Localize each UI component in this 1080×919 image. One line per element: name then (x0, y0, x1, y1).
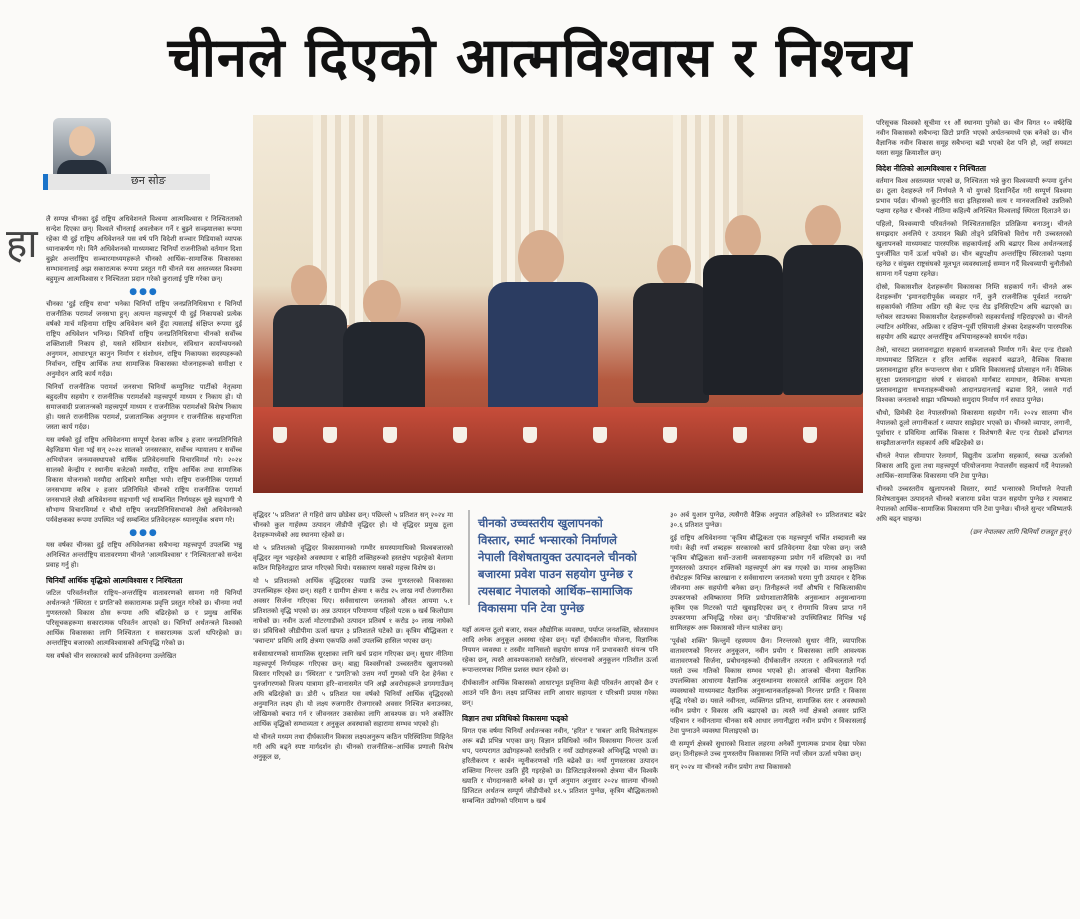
column-2 (253, 510, 453, 914)
paragraph: दीर्घकालीन आर्थिक विकासको आधारभूत प्रवृत्तिमा केही परिवर्तन आएको छैन र आउने पनि छैन। लक्ष्य प्राप्तिका लागि आधार सहायता र परिश्रमी प्रयास गरेका छन्। (462, 679, 658, 707)
paragraph: ३० अर्ब युआन पुग्नेछ, त्यसैगरी वैज्ञिक अनुपात अहिलेको १० प्रतिशतबाट बढेर ३०.६ प्रतिशत पुग्नेछ। (670, 511, 866, 529)
paragraph: यस वर्षका चीनका दुई राष्ट्रिय अधिवेशनका सबैभन्दा महत्त्वपूर्ण उपलब्धि भन्नु अनिश्चित अन्तर्राष्ट्रिय वातावरणमा चीनले 'आत्मविश्वास' र 'निश्चितता'को सन्देश प्रवाह गर्नु हो। (46, 541, 242, 569)
paragraph: यो चीनले मध्यम तथा दीर्घकालीन विकास लक्ष्यअनुरूप कठिन परिस्थितिमा मिहिनेत गरी अघि बढ्ने स्पष्ट मार्गदर्शन हो। चीनको राजनीतिक–आर्थिक प्रणाली विशेष अनुकूल छ, (253, 733, 453, 761)
section-heading: विज्ञान तथा प्रविधिको विकासमा फड्को (462, 714, 568, 723)
paragraph: तेस्रो, चारवटा प्रस्तावनाद्वारा सहकार्य सञ्जालको निर्माण गर्ने। बेल्ट एन्ड रोडको माध्यमबाट डिजिटल र हरित आर्थिक सहकार्य बढाउने, वैश्विक विकास प्रस्तावनाद्वारा हरित रूपान्तरण सेवा र प्रविधि विकासलाई प्रोत्साहन गर्ने। वैश्विक सुरक्षा प्रस्तावनाद्वारा संघर्ष र संवादको मार्गबाट समाधान, वैश्विक सभ्यता प्रस्तावनाद्वारा सभ्यताहरूबीचको आदानप्रदानलाई बढावा दिने, जसले गर्दा विश्वका जनताको साझा भविष्यको समुदाय निर्माण गर्न सघाउ पुग्नेछ। (876, 346, 1072, 404)
paragraph: 'पूर्वको शक्ति' किन्लुमें रहस्यमय छैन। निरन्तरको सुधार नीति, व्यापारिक वातावरणको निरन्तर अनुकूलन, नवीन प्रयोग र विकासका लागि आवश्यक वातावरणको सिर्जना, प्रबोधनहरूको दीर्घकालीन तत्परता र अविचलताले गर्दा यस्तो उच्च गतिको विकास सम्भव भएको हो। आजको चीनमा वैज्ञानिक उपलब्धिका आधारमा वैज्ञानिक अनुसन्धानमा सरकारले आर्थिक अनुदान दिने व्यवस्थाको माध्यमबाट वैज्ञानिक अनुसन्धानकर्ताहरूको निरन्तर प्रगति र विकास वृद्धि गरेको छ। यसले नवीनता, व्यक्तिगत प्रतिभा, सामाजिक स्तर र अवस्थाको नवीन प्रयोग र विकास अघि बढाएको छ। त्यस्तै नयाँ क्षेत्रको अवसर प्राप्ति पहिचान र नवीनतामा चीनका सबै आधार लगानीद्वारा नवीन प्रयोग र विकासलाई टेवा पुग्नाउने व्यवस्था मिलाइएको छ। (670, 637, 866, 735)
paragraph: विगत एक वर्षमा चिनियाँ अर्थतन्त्रका नवीन, 'हरित' र 'सबल' आदि विशेषताहरू अरू बढी प्रभिन्न भएका छन्। विज्ञान प्रविधिको नवीन विकासमा निरन्तर ऊर्जा थप, परम्परागत उद्योगहरूको स्तरोन्नति र नयाँ उद्योगहरूको अभिवृद्धि भएको छ। हरितीकरण र कार्बन न्यूनीकरणको गति बढेको छ। नयाँ गुणस्तरका उत्पादन शक्तिमा निरन्तर उन्नति हुँदै गइरहेको छ। डिजिटाइजेसनको क्षेत्रमा चीन विश्वकै ख्याति र योगदानकारी बनेको छ। पूर्ण अनुमान अनुसार २०२४ सालमा चीनको डिजिटल अर्थतन्त्र सम्पूर्ण जीडीपीको ४१.५ प्रतिशत पुग्नेछ, कृत्रिम बौद्धिकताको सम्बन्धित उद्योगको परिमाण ७ खर्ब (462, 727, 658, 805)
paragraph: वर्तमान विश्व अस्तव्यस्त भएको छ, निश्चितता भन्ने कुरा विश्वव्यापी रूपमा दुर्लभ छ। ठूला देशहरूले गर्ने निर्णयले नै यो युगको दिशानिर्देश गरी सम्पूर्ण विश्वमा प्रभाव पर्दछ। चीनको कूटनीति सदा इतिहासको सत्य र मानवजातिको उन्नतिको पक्षमा रहनेछ र चीनको नीतिमा कहिल्यै अनिश्चित विश्वलाई स्थिरता दिलाउने छ। (876, 177, 1072, 215)
paragraph: यस वर्षको चीन सरकारको कार्य प्रतिवेदनमा उल्लेखित (46, 652, 177, 660)
paragraph: लै सम्पन्न चीनका दुई राष्ट्रिय अधिवेशनले विश्वमा आत्मविश्वास र निश्चितताको सन्देश दिएका छन्। विश्वले चीनलाई अवलोकन गर्ने र बुझ्ने सञ्झ्यालका रूपमा रहेका यी दुई राष्ट्रिय अधिवेशनले यस वर्ष पनि विदेशी सञ्चार मिडियाको व्यापक ध्यानाकर्षण गरे। यिनै अधिवेशनको माध्यमबाट चिनियाँ राजनीतिको वर्तमान दिशा बुझेर अन्तर्राष्ट्रिय सञ्चारमाध्यमहरूले चीनको आर्थिक–सामाजिक विकासका सम्भावनालाई अझ सकारात्मक रूपमा प्रस्तुत गरी चीनले यस अस्तव्यस्त विश्वमा बहुमूल्य आत्मविश्वास र निश्चितता प्रदान गरेको कुरालाई पुष्टि गरेका छन्। (46, 215, 242, 283)
paragraph: यस वर्षको दुई राष्ट्रिय अधिवेशनमा सम्पूर्ण देशका करिब ३ हजार जनप्रतिनिधिले बेइजिङमा भेला भई सन् २०२४ सालको जनसरकार, सर्वोच्च न्यायालय र सर्वोच्च अभियोजन जनव्यवस्थापको वार्षिक प्रतिवेदनमाथि विचारविमर्श गरे। २०२४ सालको केन्द्रीय र स्थानीय बजेटको मस्यौदा, राष्ट्रिय आर्थिक तथा सामाजिक विकास योजनाको मस्यौदा आदिबारे समीक्षा भयो। राष्ट्रिय राजनीतिक परामर्श जनसभामा करिब २ हजार प्रतिनिधिले चीनको राष्ट्रिय राजनीतिक परामर्श जनसभाले लेखी अधिवेशनमा सहभागी भई सम्बन्धित निर्णयहरू सुन्ने सहभागी भै सौभाग्य विचारविमर्श र चौथो राष्ट्रिय जनप्रतिनिधिसभाको तेस्रो अधिवेशनको पर्यवेक्षकका रूपमा उपस्थित भई सम्बन्धित प्रतिवेदनहरू ध्यानपूर्वक श्रवण गरे। (46, 436, 242, 524)
pull-quote: चीनको उच्चस्तरीय खुलापनको विस्तार, स्मार्ट भन्सारको निर्माणले नेपाली विशेषतायुक्त उत्पादनले चीनको बजारमा प्रवेश पाउन सहयोग पुग्नेछ र त्यसबाट नेपालको आर्थिक–सामाजिक विकासमा पनि टेवा पुग्नेछ (478, 516, 637, 615)
paragraph: वृद्धिदर '५ प्रतिशत' ले गहिरो छाप छोडेका छन्। पछिल्लो ५ प्रतिशत सन् २०२४ मा चीनको कुल गार्हस्थ्य उत्पादन जीडीपी वृद्धिदर हो। यो वृद्धिदर प्रमुख ठूला देशहरूमध्येको अग्र स्थानमा रहेको छ। (253, 511, 453, 539)
paragraph: चौथो, छिमेकी देश नेपालसँगको विकासमा सहयोग गर्ने। २०२४ सालमा चीन नेपालको ठूलो लगानीकर्ता र व्यापार साझेदार भएको छ। चीनको व्यापार, लगानी, पूर्वाधार र प्रविधिमा आर्थिक विकास र विशेषगरी बेल्ट एन्ड रोडको ढाँचागत सम्झौताअन्तर्गत सहकार्य अघि बढिरहेको छ। (876, 409, 1072, 447)
quote-rule (468, 510, 470, 605)
signoff: (छन नेपालका लागि चिनियाँ राजदूत हुन्।) (970, 528, 1072, 536)
separator-dots: ●●● (129, 528, 159, 538)
section-heading: चिनियाँ आर्थिक वृद्धिको आत्मविश्वास र निश्चितता (46, 576, 183, 585)
paragraph: चीनको उच्चस्तरीय खुलापनको विस्तार, स्मार्ट भन्सारको निर्माणले नेपाली विशेषतायुक्त उत्पादनले चीनको बजारमा प्रवेश पाउन सहयोग पुग्नेछ र त्यसबाट नेपालको आर्थिक–सामाजिक विकासमा पनि टेवा पुग्नेछ। चीनले सुन्दर भविष्यतर्फ अघि बढ्न चाहन्छ। (876, 485, 1072, 523)
paragraph: चीनले नेपाल सीमापार रेलमार्ग, विद्युतीय ऊर्जामा सहकार्य, स्वच्छ ऊर्जाको विकास आदि ठूला तथा महत्त्वपूर्ण परियोजनामा नेपालसँग सहकार्य गर्दै नेपालको आर्थिक–सामाजिक विकासमा पनि टेवा पुग्नेछ। (876, 452, 1072, 480)
paragraph: दोस्रो, विकासशील देशहरूसँग विकासका निम्ति सहकार्य गर्ने। चीनले अरू देशहरूसँग 'इमानदारीपूर्वक व्यवहार गर्ने, कुनै राजनीतिक पूर्वशर्त नराख्ने' सहकार्यको नीतिमा अडिग रही बेल्ट एन्ड रोड इनिसिएटिभ अघि बढाएको छ। ग्लोबल साउथका विकासशील देशहरूसँगको सहकार्यलाई गहिराइएको छ। चीनले ल्याटिन अमेरिका, अफ्रिका र दक्षिण–पूर्वी एसियाली क्षेत्रका देशहरूसँग पारस्परिक सहयोग अघि बढाएर अन्तर्राष्ट्रिय अभियानहरूको समर्थन गर्दछ। (876, 283, 1072, 341)
column-5 (876, 118, 1072, 914)
paragraph: परिसूचक विश्वको सूचीमा ११ औं स्थानमा पुगेको छ। चीन विगत १० वर्षदेखि नवीन विकासको सबैभन्दा छिटो प्रगति भएको अर्थतन्त्रमध्ये एक बनेको छ। चीन वैज्ञानिक नवीन विकास समूह सबैभन्दा बढी भएको देश पनि हो, जहाँ सयवटा यस्ता समूह क्रियाशील छन्। (876, 119, 1072, 157)
author-name: छन सोङ (131, 174, 166, 187)
paragraph: यो ५ प्रतिशतको आर्थिक वृद्धिदरका पछाडि उच्च गुणस्तरको विकासका उपलब्धिहरू रहेका छन्। सहरी र ग्रामीण क्षेत्रमा १ करोड २५ लाख नयाँ रोजगारीका अवसर सिर्जना गरिएका थिए। सर्वसाधारण जनताको औसत आयमा ५.१ प्रतिशतको वृद्धि भएको छ। अन्न उत्पादन परिमाणमा पहिलो पटक ७ खर्ब किलोग्राम नाघेको छ। नवीन ऊर्जा मोटरगाडीको उत्पादन प्रतिवर्ष १ करोड ३० लाख नाघेको छ। प्रविधिको जीडीपीमा ऊर्जा खपत ३ प्रतिशतले घटेको छ। कृत्रिम बौद्धिकता र 'क्वान्टम' प्रविधि आदि क्षेत्रमा एकपछि अर्को उपलब्धि हासिल भएका छन्। (253, 577, 453, 645)
paragraph: चीनका 'दुई राष्ट्रिय सभा' भनेका चिनियाँ राष्ट्रिय जनप्रतिनिधिसभा र चिनियाँ राजनीतिक परामर्श जनसभा हुन्। अत्यन्त महत्त्वपूर्ण यी दुई निकायको प्रत्येक वर्षको मार्च महिनामा राष्ट्रिय अधिवेशन बस्ने हुँदा त्यसलाई संक्षिप्त रूपमा दुई राष्ट्रिय अधिवेशन भनिन्छ। चिनियाँ राष्ट्रिय जनप्रतिनिधिसभा चीनको सर्वोच्च शक्तिशाली निकाय हो, यसले संविधान संशोधन, संविधान कार्यान्वयनको अनुगमन, आधारभूत कानुन निर्माण र संशोधन, राष्ट्रिय निकायका सदस्यहरूको निर्वाचन, राष्ट्रिय आर्थिक तथा सामाजिक विकासका योजनाहरूको समीक्षा र अनुमोदन आदि कार्य गर्दछ। (46, 300, 242, 378)
paragraph: यो ५ प्रतिशतको वृद्धिदर विकासमानको गम्भीर समस्यामाथिको विश्वबजारको वृद्धिदर न्यून भइरहेको अवस्थामा र बाहिरी शक्तिहरूको हस्तक्षेप भइरहेको बेलामा कठिन मिहिनेतद्वारा प्राप्त गरिएको थियो। यसकारण यसको महत्त्व विशेष छ। (253, 544, 453, 572)
section-heading: विदेश नीतिको आत्मविश्वास र निश्चितता (876, 164, 986, 173)
drop-cap: हा (6, 221, 38, 267)
column-1 (46, 214, 242, 914)
author-bar (43, 174, 210, 190)
paragraph: चिनियाँ राजनीतिक परामर्श जनसभा चिनियाँ कम्युनिस्ट पार्टीको नेतृत्वमा बहुदलीय सहयोग र राजनीतिक परामर्शको महत्त्वपूर्ण माध्यम र निकाय हो। यो समाजवादी प्रजातन्त्रको महत्त्वपूर्ण माध्यम र राजनीतिक परामर्शको विशेष निकाय हो। यसले राजनीतिक परामर्श, प्रजातान्त्रिक अनुगमन र राजनीतिक सहभागिता जस्ता कार्य गर्दछ। (46, 383, 242, 431)
author-byline (43, 114, 208, 194)
column-4 (670, 510, 866, 914)
paragraph: सर्वसाधारणको सामाजिक सुरक्षाका लागि खर्च प्रदान गरिएका छन्। सुधार नीतिमा महत्त्वपूर्ण निर्णयहरू गरिएका छन्। बाह्य विश्वसँगको उच्चस्तरीय खुलापनको विस्तार गरिएको छ। 'स्थिरता' र 'प्रगति'को उत्तम नयाँ गुणको पनि देश हेर्नका र पुनर्जागरणको विजय यात्रामा हरि–वानासमेत पनि अझै अवरोधहरूले डगमगाउँछन् अघि बढिरहेको छ। डोरी ५ प्रतिशत यस वर्षको चिनियाँ आर्थिक वृद्धिदरको अनुमानित लक्ष्य हो। यो लक्ष्य रुजगारीर रोजगारको अवसर निश्चित बनाउनका, जोखिमको बचाउ गर्न र जीवनस्तर उकासेका लागि आवश्यक छ। भने अर्कोतिर आर्थिक वृद्धिको सम्भाव्यता र अनुकूल अवस्थाको सहारामा सम्भव भएको हो। (253, 650, 453, 728)
headline: चीनले दिएको आत्मविश्वास र निश्चय (167, 25, 913, 89)
column-3 (462, 625, 658, 914)
paragraph: दुई राष्ट्रिय अधिवेशनमा 'कृत्रिम बौद्धिकता एक महत्त्वपूर्ण चर्चित शब्दावली बन्न गयो। केही नयाँ शब्दहरू सरकारको कार्य प्रतिवेदनमा देखा परेका छन्। जस्तै 'कृत्रिम बौद्धिकता सर्वो–उजानी व्यवसायहरूमा प्रयोग गर्ने वस्तिएको छ। नयाँ गुणस्तरको उत्पादन शक्तिको महत्त्वपूर्ण अंग बन्न गएको छ। मानव आकृतिका रोबोटहरू विभिन्न कारखाना र सर्वसाधारण जनताको घरमा पुगी उत्पादन र दैनिक जीवनमा अरू सहयोगी बनेका छन्। तिनीहरूले नयाँ औषधि र चिकित्साकीय उपकरणको अविष्कारमा निम्ति प्रयोगशालाजैसिकै अनुसन्धान अनुसन्धानमा कृत्रिम एक मिटरको पाटो खुवाइदिएका छन् र रोगमाथि विजय प्राप्त गर्ने उपकरणमा अभिवृद्धि गरेका छन्। 'डीपसिक'को उपस्थितिबाट विभिन्न भई सामिलहरू अरू विकासको मोल्न थालेका छन्। (670, 534, 866, 632)
separator-dots: ●●● (129, 287, 159, 297)
news-photo (253, 115, 863, 493)
paragraph: यी सम्पूर्ण क्षेत्रको सुधारको विशाल लहरमा अनेकौं गुणात्मक प्रभाव देखा परेका छन्। तिनीहरूले उच्च गुणस्तरीय विकासका निम्ति नयाँ जीवन ऊर्जा थपेका छन्। (670, 740, 866, 758)
paragraph: पहिलो, विश्वव्यापी परिवर्तनको निश्चिततासहित प्रतिक्रिया बनाउनु। चीनले समझदार अनलिये र उत्पादन बिक्री तोड्ने प्रविधिको विरोध गरी उच्चस्तरको खुलापनको माध्यमबाट पारस्परिक सहकार्यलाई अघि बढाएर विश्व अर्थतन्त्रलाई पुनर्जीवित पार्ने ऊर्जा थपेको छ। चीन बहुपक्षीय अन्तर्राष्ट्रिय स्थिरताको पक्षमा रहनेछ र संयुक्त राष्ट्रसंघको मूलभूत व्यवस्थालाई सम्मान गर्दै विश्वव्यापी चुनौतीको सामना गर्ने पक्षमा रहनेछ। (876, 220, 1072, 278)
paragraph: यहाँ अत्यन्त ठूलो बजार, सबल औद्योगिक व्यवस्था, पर्याप्त जनशक्ति, स्रोतसाधन आदि अनेक अनुकूल अवस्था रहेका छन्। यहाँ दीर्घकालीन योजना, विज्ञानिक नियमन व्यवस्था र तस्वीर मानिसलो सहयोग सम्पन्न गर्ने प्रभावकारी संयन्त्र पनि रहेका छन्, त्यस्तै आवश्यकताको स्तरोन्नति, संरचनाको अनुकूलन गतिशील ऊर्जा रूपान्तरणका निमित्त प्रशस्त स्थान रहेको छ। (462, 626, 658, 674)
paragraph: जटिल परिवर्तनशील राष्ट्रिय–अन्तर्राष्ट्रिय वातावरणको सामना गरी चिनियाँ अर्थतन्त्रले 'स्थिरता र प्रगति'को सकारात्मक प्रवृत्ति प्रस्तुत गरेको छ। चीनमा नयाँ गुणस्तरको विकास ठोस रूपमा अघि बढिरहेको छ र प्रमुख आर्थिक परिसूचकहरूमा सकारात्मक परिवर्तन आएको छ। चिनियाँ अर्थतन्त्रले विश्वको आर्थिक विकासका लागि निश्चितता र सकारात्मक ऊर्जा थपिरहेको छ। अन्तर्राष्ट्रिय बजारको आत्मविश्वासको अभिवृद्धि गरेको छ। (46, 589, 242, 647)
paragraph: सन् २०२४ मा चीनको नवीन प्रयोग तथा विकासको (670, 763, 791, 771)
